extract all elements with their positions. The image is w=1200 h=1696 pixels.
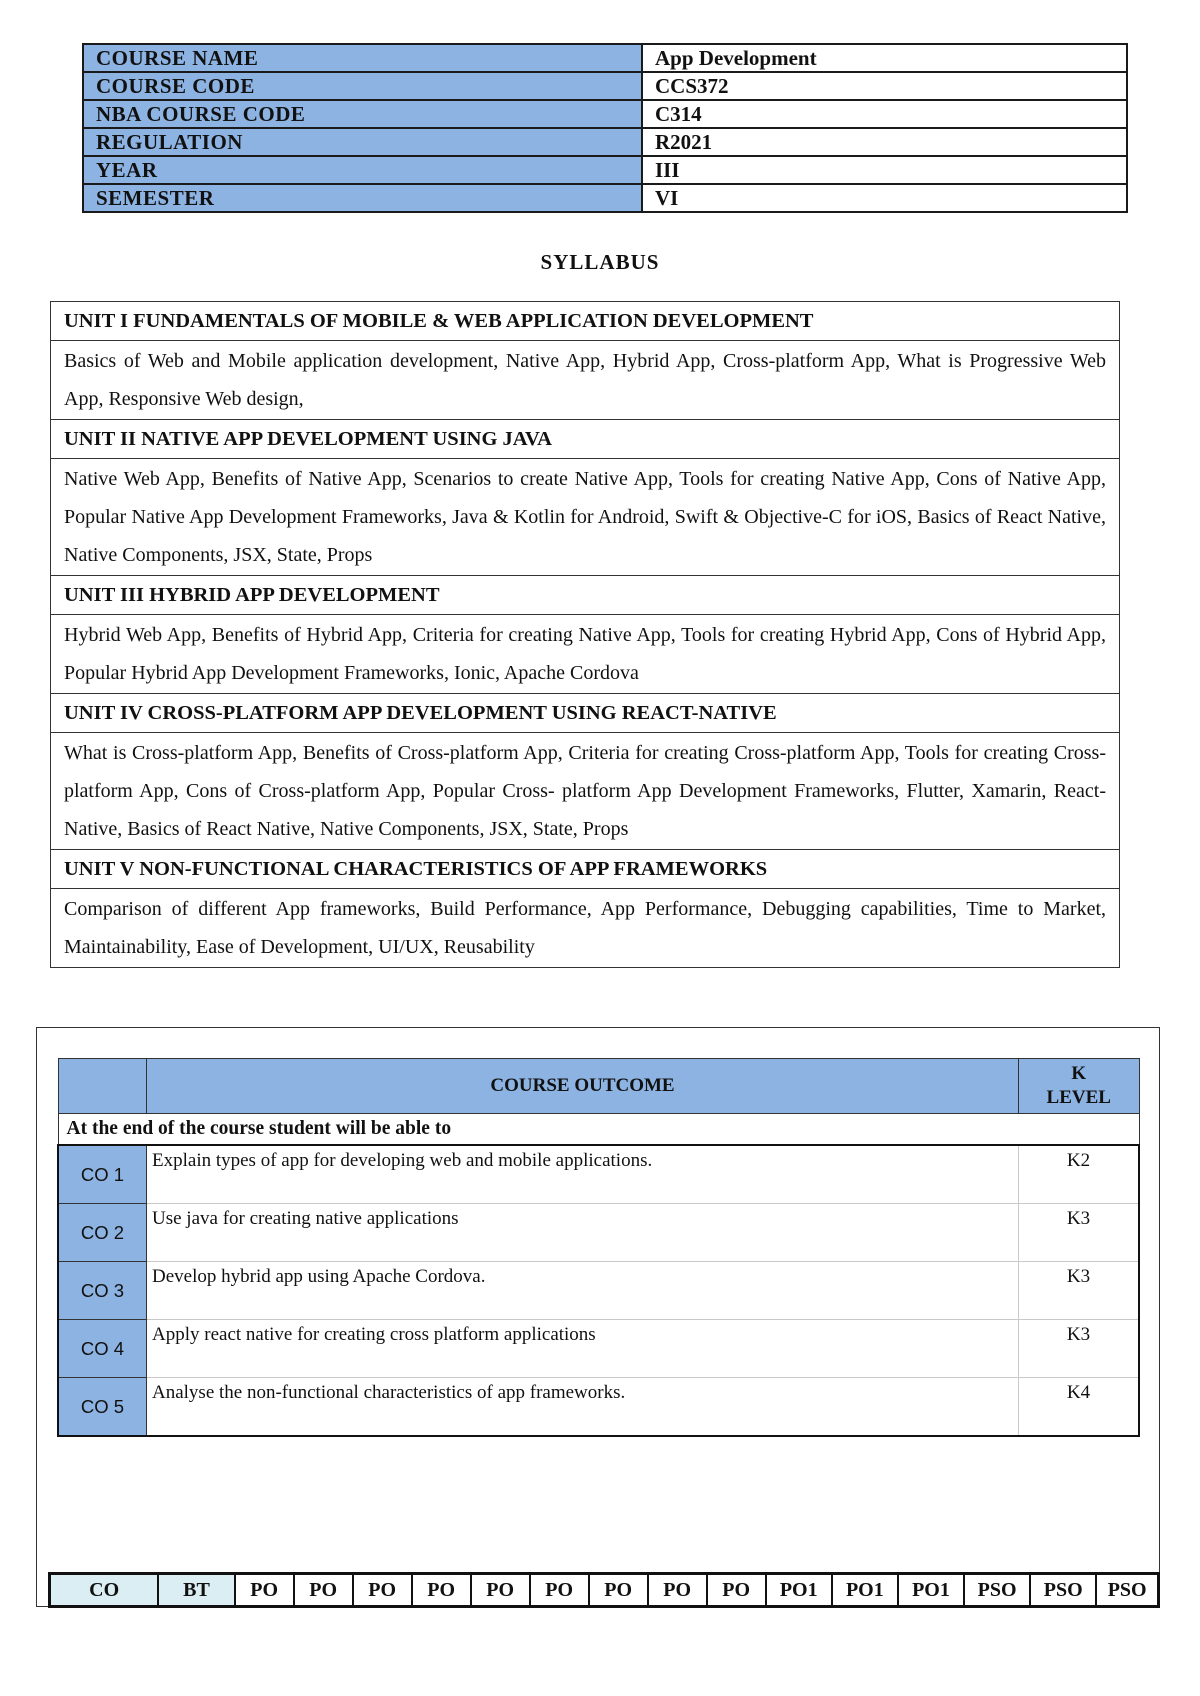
- course-info-value: III: [642, 156, 1127, 184]
- co-po-mapping-header: [48, 1572, 1160, 1608]
- co-id: CO 2: [58, 1204, 147, 1262]
- mapping-header-cell: PO1: [832, 1574, 898, 1607]
- course-info-value: CCS372: [642, 72, 1127, 100]
- unit-heading: UNIT V NON-FUNCTIONAL CHARACTERISTICS OF APP FRAMEWORKS: [51, 850, 1120, 889]
- course-info-row: [83, 184, 1127, 212]
- unit-body: Hybrid Web App, Benefits of Hybrid App, Criteria for creating Native App, Tools for creating Hybrid App, Cons of Hybrid App, Popular Hybrid App Development Frameworks, Ionic, Apache Cordova: [51, 615, 1120, 694]
- co-k-level: K3: [1019, 1204, 1140, 1262]
- course-outcome-intro-row: [58, 1114, 1139, 1146]
- course-info-row: [83, 72, 1127, 100]
- co-id: CO 4: [58, 1320, 147, 1378]
- k-level-header: [1019, 1059, 1140, 1114]
- k-level-header-line2: LEVEL: [1046, 1087, 1111, 1108]
- co-k-level: K3: [1019, 1262, 1140, 1320]
- course-info-value: VI: [642, 184, 1127, 212]
- co-description: Use java for creating native applications: [147, 1204, 1019, 1262]
- table-row: [58, 1204, 1139, 1262]
- course-info-row: [83, 156, 1127, 184]
- co-description: Analyse the non-functional characteristics of app frameworks.: [147, 1378, 1019, 1437]
- co-id: CO 3: [58, 1262, 147, 1320]
- mapping-header-cell: PO: [294, 1574, 353, 1607]
- co-k-level: K2: [1019, 1145, 1140, 1204]
- mapping-header-cell: PO: [235, 1574, 294, 1607]
- k-level-header-line1: K: [1071, 1063, 1087, 1084]
- course-info-label: SEMESTER: [83, 184, 642, 212]
- syllabus-title: SYLLABUS: [540, 250, 660, 274]
- mapping-header-cell: PO: [471, 1574, 530, 1607]
- mapping-header-cell: PO1: [898, 1574, 964, 1607]
- unit-heading: UNIT III HYBRID APP DEVELOPMENT: [51, 576, 1120, 615]
- mapping-header-cell: PO: [589, 1574, 648, 1607]
- course-info-row: [83, 128, 1127, 156]
- mapping-header-cell: PSO: [1030, 1574, 1096, 1607]
- co-k-level: K4: [1019, 1378, 1140, 1437]
- course-info-label: NBA COURSE CODE: [83, 100, 642, 128]
- course-info-value: R2021: [642, 128, 1127, 156]
- mapping-header-cell: PO1: [766, 1574, 832, 1607]
- course-info-value: C314: [642, 100, 1127, 128]
- co-id: CO 1: [58, 1145, 147, 1204]
- course-info-table: [82, 43, 1128, 213]
- course-info-value: App Development: [642, 44, 1127, 72]
- co-k-level: K3: [1019, 1320, 1140, 1378]
- course-info-label: YEAR: [83, 156, 642, 184]
- unit-heading: UNIT II NATIVE APP DEVELOPMENT USING JAVA: [51, 420, 1120, 459]
- unit-heading: UNIT IV CROSS-PLATFORM APP DEVELOPMENT USING REACT-NATIVE: [51, 694, 1120, 733]
- mapping-header-cell: PSO: [964, 1574, 1030, 1607]
- co-description: Explain types of app for developing web and mobile applications.: [147, 1145, 1019, 1204]
- mapping-header-cell: PO: [530, 1574, 589, 1607]
- table-row: [58, 1262, 1139, 1320]
- blank-header-cell: [58, 1059, 147, 1114]
- course-info-row: [83, 100, 1127, 128]
- table-row: [58, 1378, 1139, 1437]
- mapping-header-cell: PO: [648, 1574, 707, 1607]
- course-info-label: COURSE NAME: [83, 44, 642, 72]
- mapping-header-cell: CO: [50, 1574, 159, 1607]
- mapping-header-cell: PO: [707, 1574, 766, 1607]
- mapping-header-row: [50, 1574, 1159, 1607]
- course-info-label: COURSE CODE: [83, 72, 642, 100]
- course-outcome-header-row: [58, 1059, 1139, 1114]
- unit-body: Native Web App, Benefits of Native App, Scenarios to create Native App, Tools for creating Native App, Cons of Native App, Popular Native App Development Frameworks, Java & Kotlin for Android, Swift & Objective-C for iOS, Basics of React Native, Native Components, JSX, State, Props: [51, 459, 1120, 576]
- table-row: [58, 1145, 1139, 1204]
- mapping-header-cell: PSO: [1096, 1574, 1158, 1607]
- unit-body: Basics of Web and Mobile application development, Native App, Hybrid App, Cross-platform App, What is Progressive Web App, Responsive Web design,: [51, 341, 1120, 420]
- unit-heading: UNIT I FUNDAMENTALS OF MOBILE & WEB APPLICATION DEVELOPMENT: [51, 302, 1120, 341]
- mapping-header-cell: PO: [412, 1574, 471, 1607]
- course-info-label: REGULATION: [83, 128, 642, 156]
- co-description: Apply react native for creating cross platform applications: [147, 1320, 1019, 1378]
- course-outcome-table: [57, 1058, 1140, 1437]
- co-id: CO 5: [58, 1378, 147, 1437]
- mapping-header-cell: BT: [158, 1574, 234, 1607]
- course-outcome-header: COURSE OUTCOME: [147, 1059, 1019, 1114]
- co-description: Develop hybrid app using Apache Cordova.: [147, 1262, 1019, 1320]
- course-info-row: [83, 44, 1127, 72]
- syllabus-table: [50, 301, 1120, 968]
- mapping-header-cell: PO: [353, 1574, 412, 1607]
- course-outcome-intro: At the end of the course student will be able to: [58, 1114, 1139, 1146]
- table-row: [58, 1320, 1139, 1378]
- unit-body: What is Cross-platform App, Benefits of Cross-platform App, Criteria for creating Cross-platform App, Tools for creating Cross-platform App, Cons of Cross-platform App, Popular Cross- platform App Development Frameworks, Flutter, Xamarin, React-Native, Basics of React Native, Native Components, JSX, State, Props: [51, 733, 1120, 850]
- unit-body: Comparison of different App frameworks, Build Performance, App Performance, Debugging capabilities, Time to Market, Maintainability, Ease of Development, UI/UX, Reusability: [51, 889, 1120, 968]
